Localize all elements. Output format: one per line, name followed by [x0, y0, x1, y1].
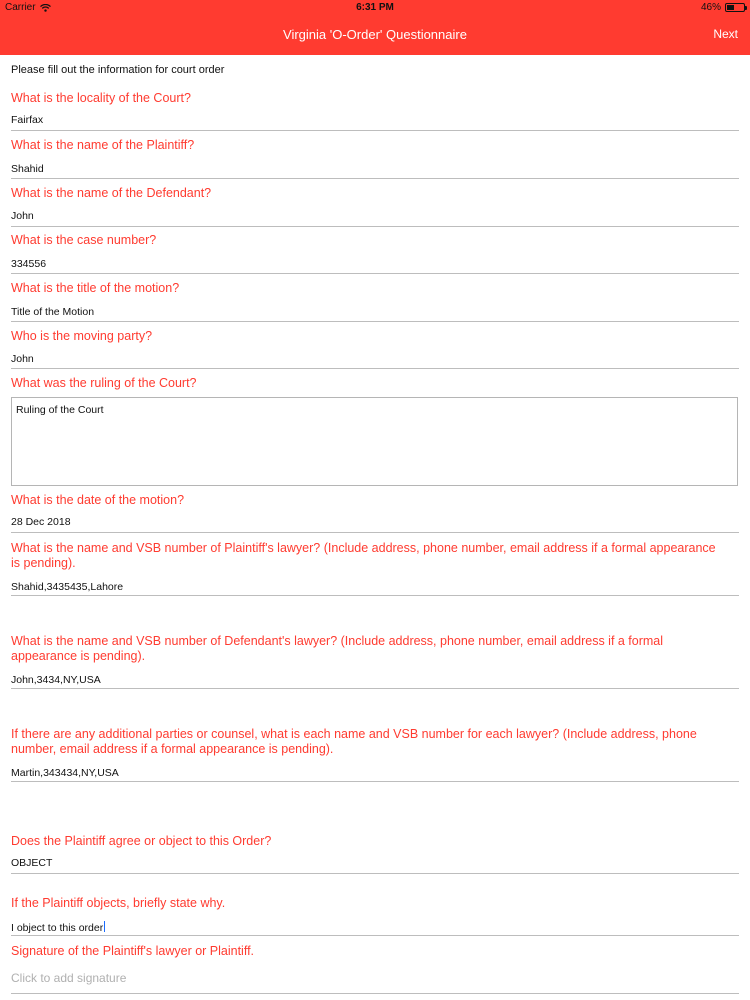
page-title: Virginia 'O-Order' Questionnaire [283, 27, 467, 42]
signature-field[interactable]: Click to add signature [11, 971, 127, 985]
question-plaintiff-lawyer: What is the name and VSB number of Plaintiff's lawyer? (Include address, phone number, email address if a formal appearance is pending). [11, 541, 716, 570]
status-bar [0, 0, 750, 15]
field-separator [11, 781, 739, 782]
question-locality: What is the locality of the Court? [11, 91, 191, 105]
answer-moving-party[interactable]: John [11, 353, 34, 365]
answer-plaintiff-name[interactable]: Shahid [11, 163, 44, 175]
answer-additional-parties[interactable]: Martin,343434,NY,USA [11, 767, 119, 779]
field-separator [11, 595, 739, 596]
answer-plaintiff-lawyer[interactable]: Shahid,3435435,Lahore [11, 581, 124, 593]
question-motion-title: What is the title of the motion? [11, 281, 180, 295]
answer-locality[interactable]: Fairfax [11, 114, 44, 126]
question-court-ruling: What was the ruling of the Court? [11, 376, 197, 390]
question-agree-object: Does the Plaintiff agree or object to this Order? [11, 834, 272, 848]
question-signature: Signature of the Plaintiff's lawyer or Plaintiff. [11, 944, 255, 958]
answer-motion-date[interactable]: 28 Dec 2018 [11, 516, 71, 528]
text-cursor [104, 921, 105, 932]
question-moving-party: Who is the moving party? [11, 329, 153, 343]
answer-motion-title[interactable]: Title of the Motion [11, 306, 95, 318]
field-separator [11, 688, 739, 689]
question-case-number: What is the case number? [11, 233, 157, 247]
navigation-bar [0, 15, 750, 55]
carrier-label: Carrier [5, 2, 36, 13]
field-separator [11, 993, 739, 994]
answer-case-number[interactable]: 334556 [11, 258, 47, 270]
battery-indicator [701, 2, 745, 13]
question-motion-date: What is the date of the motion? [11, 493, 185, 507]
answer-defendant-name[interactable]: John [11, 210, 34, 222]
intro-text: Please fill out the information for court order [11, 64, 225, 76]
ruling-text-area[interactable] [11, 397, 738, 486]
answer-court-ruling: Ruling of the Court [16, 404, 104, 416]
field-separator [11, 873, 739, 874]
objection-reason-input[interactable] [11, 921, 721, 934]
answer-defendant-lawyer[interactable]: John,3434,NY,USA [11, 674, 101, 686]
status-time: 6:31 PM [356, 2, 394, 13]
question-defendant-name: What is the name of the Defendant? [11, 186, 212, 200]
next-button[interactable]: Next [713, 27, 738, 41]
field-separator [11, 321, 739, 322]
answer-objection-reason: I object to this order [11, 922, 104, 934]
battery-fill [727, 5, 734, 10]
question-defendant-lawyer: What is the name and VSB number of Defendant's lawyer? (Include address, phone number, email address if a formal appearance is pending). [11, 634, 664, 663]
field-separator [11, 178, 739, 179]
field-separator [11, 368, 739, 369]
question-additional-parties: If there are any additional parties or counsel, what is each name and VSB number for each lawyer? (Include address, phone number, email address if a formal appearance is pending). [11, 727, 697, 756]
battery-percent: 46% [700, 2, 721, 13]
field-separator [11, 532, 739, 533]
question-plaintiff-name: What is the name of the Plaintiff? [11, 138, 195, 152]
field-separator [11, 935, 739, 936]
question-objection-reason: If the Plaintiff objects, briefly state why. [11, 896, 226, 910]
field-separator [11, 130, 739, 131]
field-separator [11, 273, 739, 274]
answer-agree-object[interactable]: OBJECT [11, 857, 53, 869]
field-separator [11, 226, 739, 227]
battery-icon [725, 3, 745, 12]
